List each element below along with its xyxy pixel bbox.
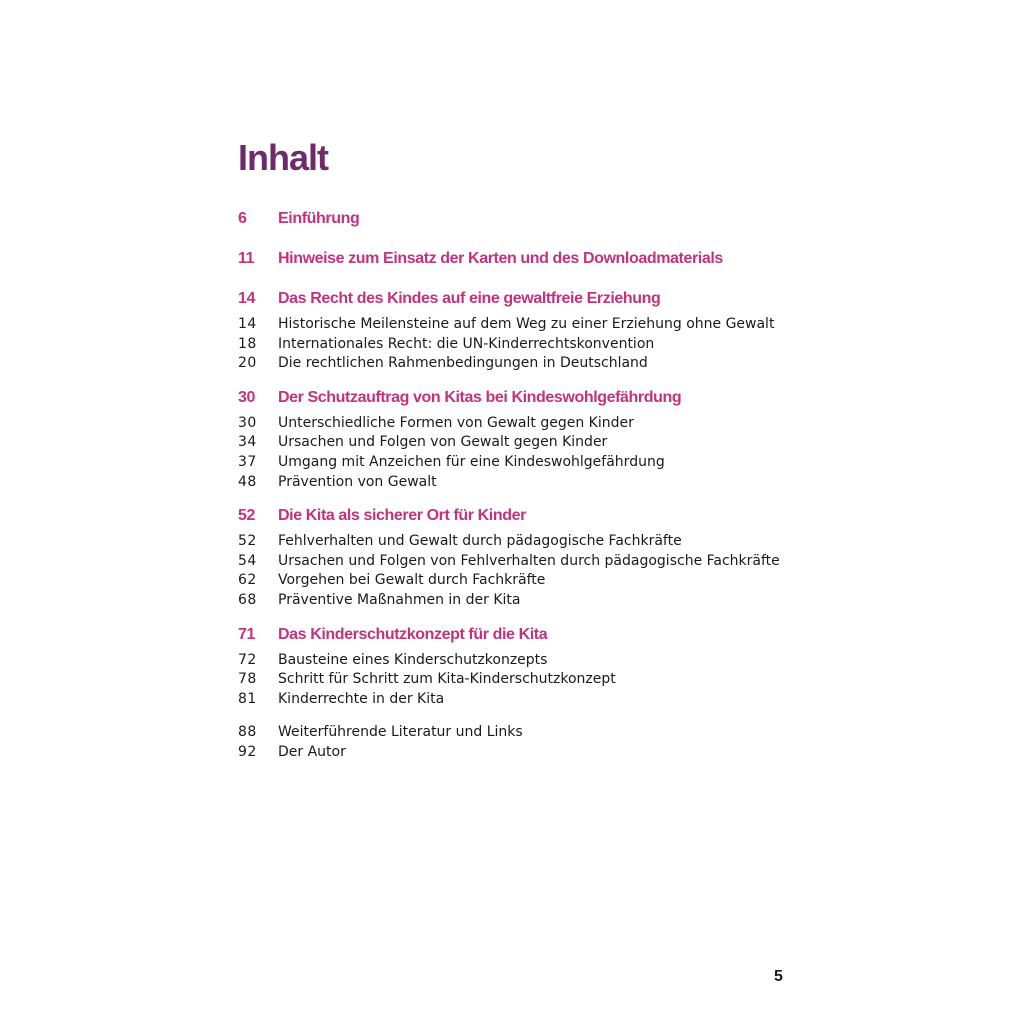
toc-entry-page: 37	[238, 453, 257, 470]
toc-entry-page: 88	[238, 724, 257, 741]
toc-entry-page: 14	[238, 316, 257, 332]
toc-entry-page: 48	[238, 473, 257, 490]
toc-entry-text: Ursachen und Folgen von Gewalt gegen Kinder	[278, 434, 608, 451]
toc-entry-page: 34	[238, 434, 257, 451]
toc-heading[interactable]	[238, 290, 858, 316]
toc-entry[interactable]	[238, 474, 858, 494]
toc-heading-page: 71	[238, 625, 255, 643]
toc-entry-text: Schritt für Schritt zum Kita-Kinderschutzkonzept	[278, 671, 616, 688]
toc-heading-text: Das Recht des Kindes auf eine gewaltfreie Erziehung	[278, 290, 661, 307]
toc-entry-page: 18	[238, 335, 257, 352]
page-number: 5	[774, 968, 783, 985]
toc-entry-text: Internationales Recht: die UN-Kinderrechtskonvention	[278, 335, 655, 352]
toc-entry-text: Vorgehen bei Gewalt durch Fachkräfte	[278, 572, 546, 589]
toc-entry[interactable]	[238, 652, 858, 672]
toc-heading-text: Die Kita als sicherer Ort für Kinder	[278, 507, 526, 525]
toc-entry-page: 72	[238, 651, 257, 668]
toc-entry-text: Weiterführende Literatur und Links	[278, 724, 523, 741]
toc-section	[238, 250, 858, 276]
toc-section	[238, 210, 858, 236]
toc-entry[interactable]	[238, 744, 858, 764]
toc-heading-page: 52	[238, 507, 255, 525]
toc-heading-page: 6	[238, 210, 247, 227]
toc-heading[interactable]	[238, 389, 858, 415]
toc-entry-page: 78	[238, 671, 257, 688]
toc-heading-page: 14	[238, 290, 255, 307]
toc-heading-text: Hinweise zum Einsatz der Karten und des Downloadmaterials	[278, 250, 723, 267]
toc-entry-text: Ursachen und Folgen von Fehlverhalten durch pädagogische Fachkräfte	[278, 552, 780, 569]
toc-heading-text: Einführung	[278, 210, 360, 227]
toc-entry-text: Bausteine eines Kinderschutzkonzepts	[278, 651, 548, 668]
toc-entry-text: Kinderrechte in der Kita	[278, 690, 445, 707]
toc-appendix	[238, 724, 858, 763]
toc-entry-text: Fehlverhalten und Gewalt durch pädagogische Fachkräfte	[278, 533, 682, 550]
toc-entry[interactable]	[238, 671, 858, 691]
toc-heading[interactable]	[238, 250, 858, 276]
toc-entry-page: 62	[238, 572, 257, 589]
toc-heading[interactable]	[238, 507, 858, 533]
toc-entry-page: 20	[238, 355, 257, 372]
toc-heading-page: 11	[238, 250, 255, 267]
toc-entry[interactable]	[238, 533, 858, 553]
toc-entry-page: 52	[238, 533, 257, 550]
toc-entry-text: Präventive Maßnahmen in der Kita	[278, 591, 521, 608]
toc-entry[interactable]	[238, 434, 858, 454]
table-of-contents	[238, 210, 858, 778]
toc-entry-text: Unterschiedliche Formen von Gewalt gegen Kinder	[278, 414, 634, 431]
toc-section	[238, 389, 858, 493]
toc-entry[interactable]	[238, 691, 858, 711]
toc-entry-page: 92	[238, 743, 257, 760]
toc-entry-text: Der Autor	[278, 743, 346, 760]
toc-entry[interactable]	[238, 553, 858, 573]
toc-heading-text: Das Kinderschutzkonzept für die Kita	[278, 625, 548, 643]
toc-entry-page: 68	[238, 591, 257, 608]
toc-section	[238, 290, 858, 375]
toc-entry[interactable]	[238, 316, 858, 336]
toc-section	[238, 507, 858, 611]
toc-entry-text: Prävention von Gewalt	[278, 473, 437, 490]
toc-entry-text: Die rechtlichen Rahmenbedingungen in Deutschland	[278, 355, 648, 372]
toc-entry-text: Umgang mit Anzeichen für eine Kindeswohlgefährdung	[278, 453, 665, 470]
toc-entry-page: 30	[238, 414, 257, 431]
toc-entry-page: 81	[238, 690, 257, 707]
toc-entry[interactable]	[238, 336, 858, 356]
toc-entry[interactable]	[238, 724, 858, 744]
toc-heading[interactable]	[238, 210, 858, 236]
toc-entry[interactable]	[238, 454, 858, 474]
toc-entry[interactable]	[238, 355, 858, 375]
toc-section	[238, 626, 858, 711]
toc-entry-page: 54	[238, 552, 257, 569]
toc-heading-text: Der Schutzauftrag von Kitas bei Kindeswohlgefährdung	[278, 388, 682, 406]
toc-entry-text: Historische Meilensteine auf dem Weg zu einer Erziehung ohne Gewalt	[278, 316, 775, 332]
toc-entry[interactable]	[238, 592, 858, 612]
toc-entry[interactable]	[238, 572, 858, 592]
toc-heading-page: 30	[238, 388, 255, 406]
toc-heading[interactable]	[238, 626, 858, 652]
page-title: Inhalt	[238, 137, 328, 178]
toc-entry[interactable]	[238, 415, 858, 435]
